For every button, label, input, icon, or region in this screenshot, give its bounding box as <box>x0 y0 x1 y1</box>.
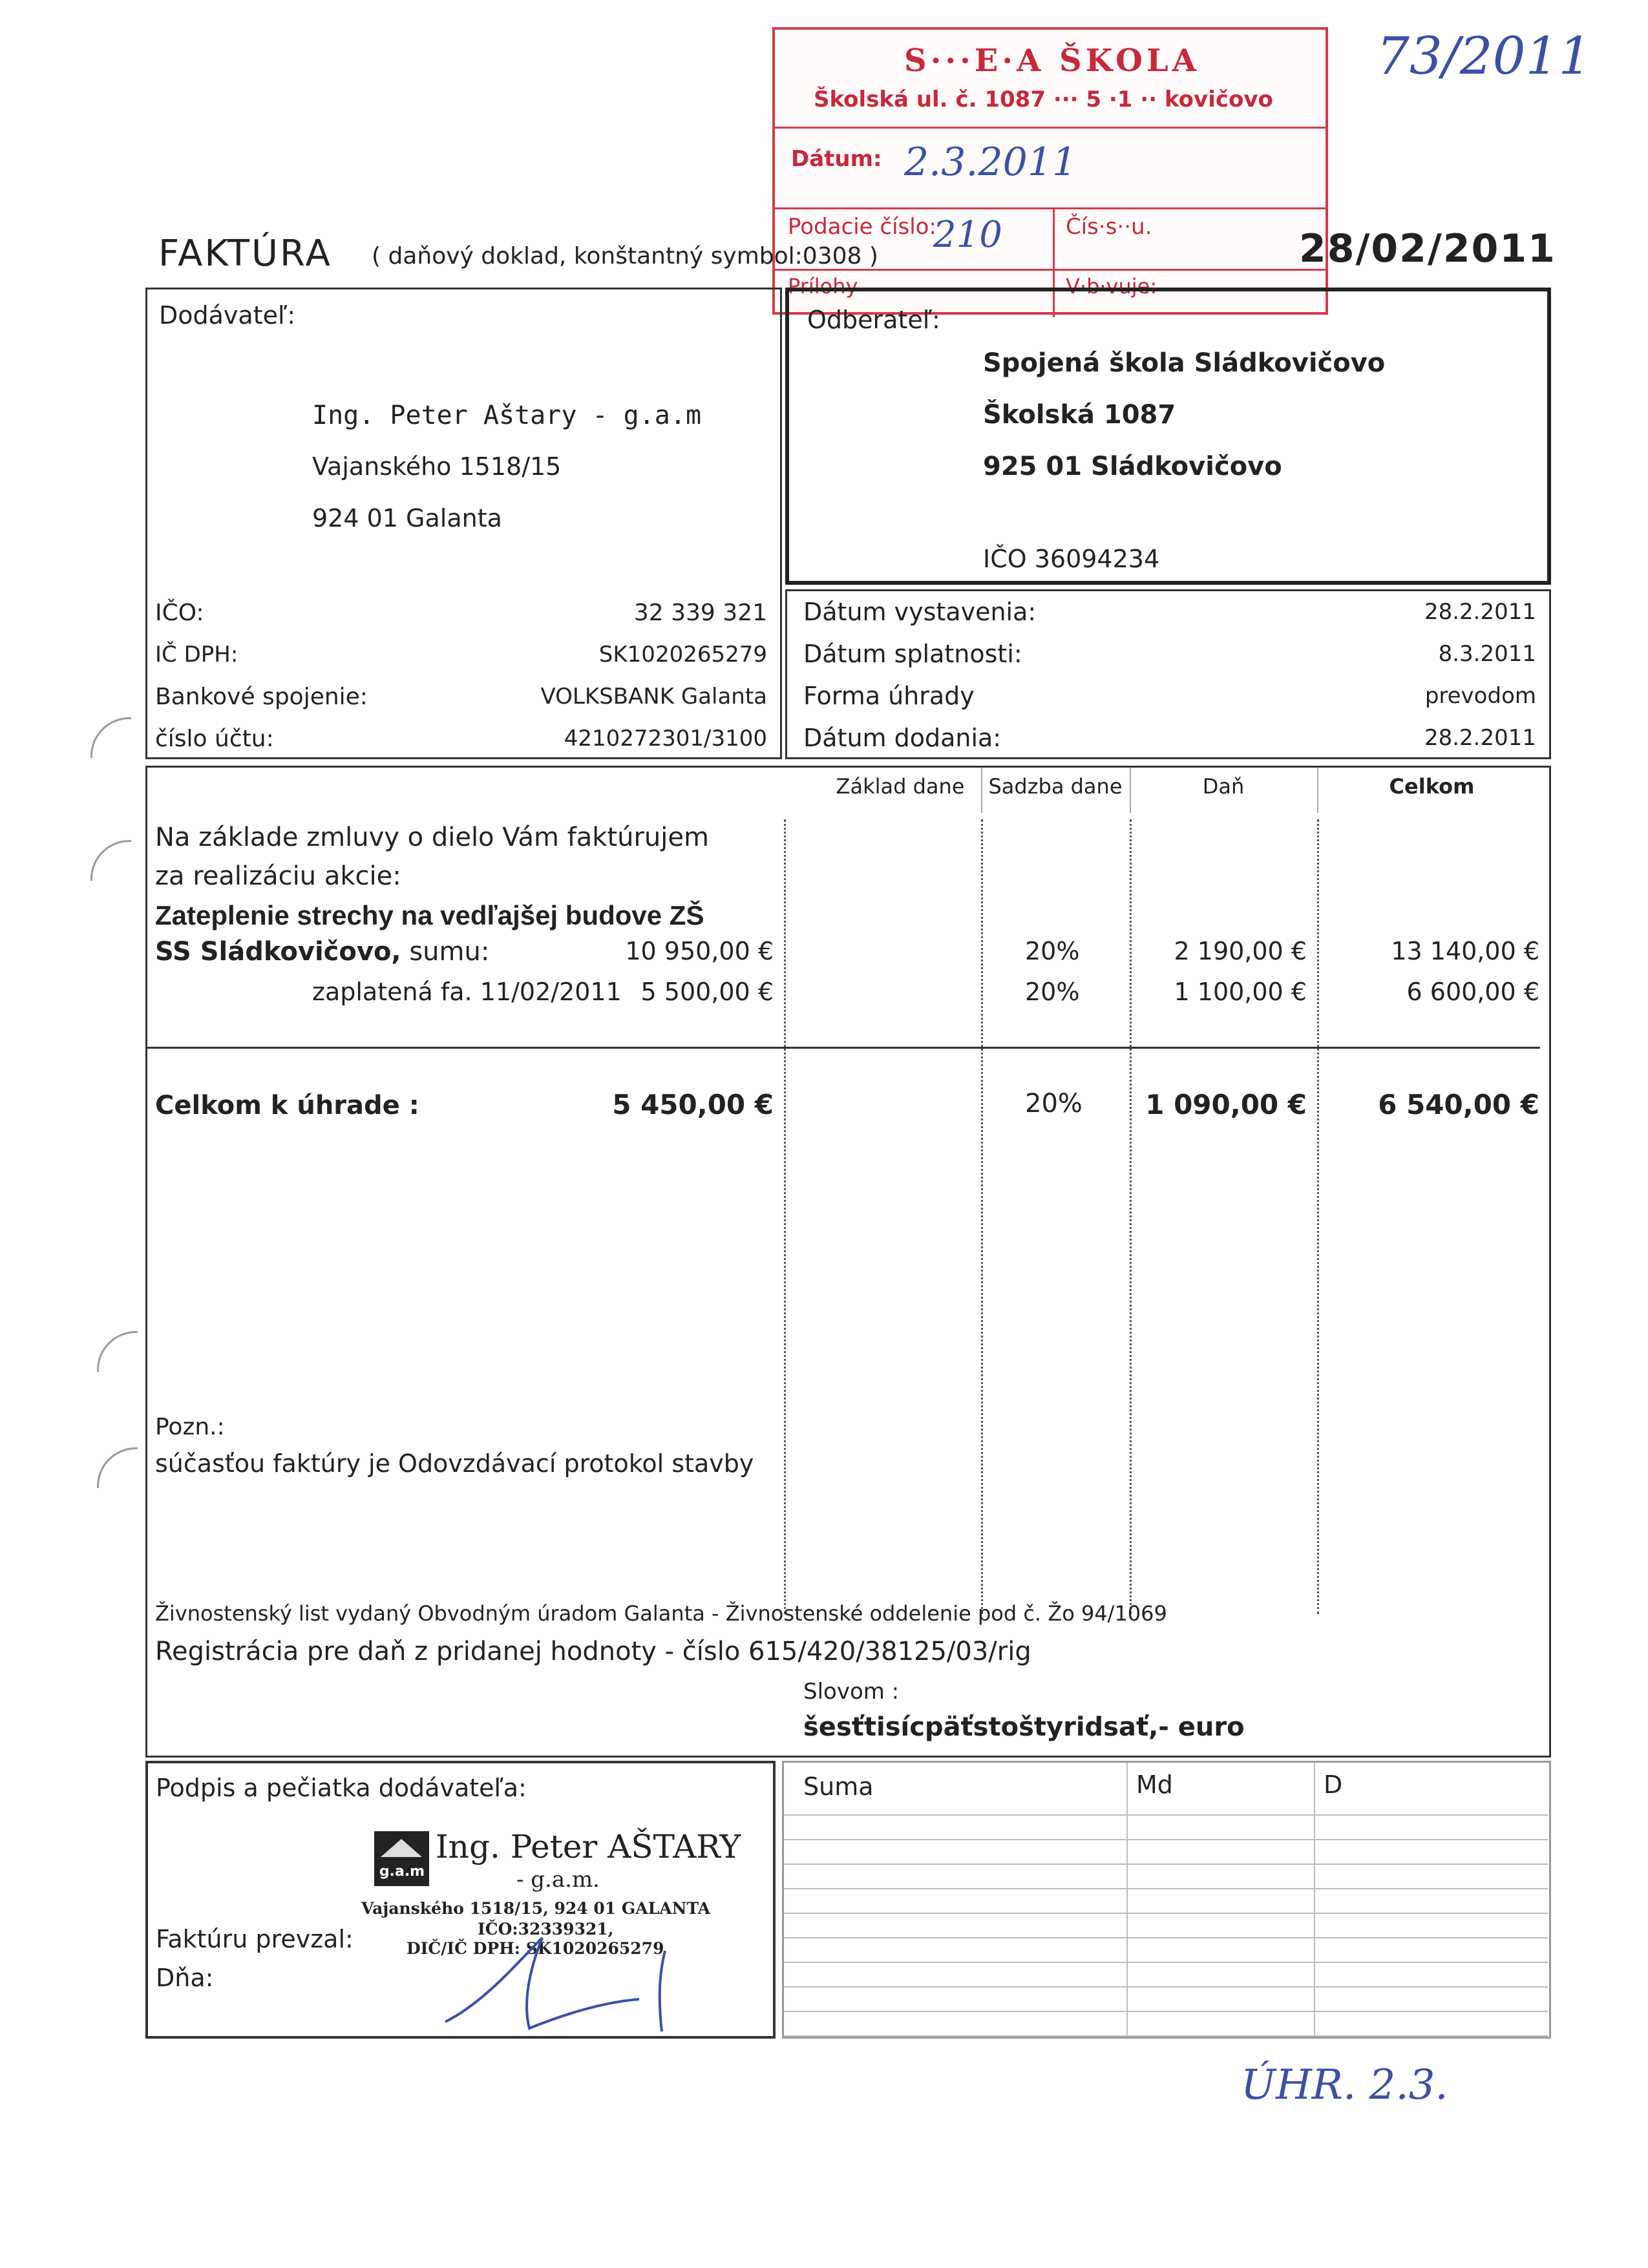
project-name-2 <box>155 937 489 967</box>
supplier-account-value: 4210272301/3100 <box>564 726 767 751</box>
supplier-bank-label: Bankové spojenie: <box>155 684 368 710</box>
supplier-vat-value: SK1020265279 <box>598 642 767 667</box>
row-total-total: 6 540,00 € <box>1378 1089 1539 1120</box>
supplier-ico-value: 32 339 321 <box>633 600 767 626</box>
customer-name: Spojená škola Sládkovičovo <box>983 348 1386 378</box>
seal-name: Ing. Peter AŠTARY <box>436 1828 741 1865</box>
delivery-date-value: 28.2.2011 <box>1424 725 1536 751</box>
supplier-box <box>145 288 782 759</box>
accounting-col-d: D <box>1324 1770 1343 1799</box>
row-sum-tax: 2 190,00 € <box>1174 937 1307 965</box>
row-paid-total: 6 600,00 € <box>1406 978 1539 1006</box>
supplier-bank-value: VOLKSBANK Galanta <box>540 684 767 709</box>
trade-license-text: Živnostenský list vydaný Obvodným úradom Galanta - Živnostenské oddelenie pod č. Žo 94/1069 <box>155 1601 1167 1626</box>
intro-text-1: Na základe zmluvy o dielo Vám faktúrujem <box>155 823 709 852</box>
customer-ico: IČO 36094234 <box>983 545 1160 573</box>
stamp-date-label: Dátum: <box>791 146 882 172</box>
signature-label: Podpis a pečiatka dodávateľa: <box>156 1774 527 1802</box>
supplier-label: Dodávateľ: <box>159 301 296 330</box>
delivery-date-label: Dátum dodania: <box>803 724 1002 752</box>
accounting-grid-line <box>784 1888 1548 1889</box>
customer-city: 925 01 Sládkovičovo <box>983 452 1282 481</box>
accounting-grid-line <box>784 1913 1548 1914</box>
accounting-grid <box>782 1761 1551 2039</box>
signature-box <box>145 1761 776 2039</box>
amount-words-label: Slovom : <box>803 1679 900 1705</box>
accounting-grid-line <box>784 1962 1548 1963</box>
due-date-label: Dátum splatnosti: <box>803 640 1022 668</box>
paid-invoice-label: zaplatená fa. 11/02/2011 <box>312 978 622 1006</box>
note-text: súčasťou faktúry je Odovzdávací protokol stavby <box>155 1449 754 1478</box>
supplier-ico-label: IČO: <box>155 600 204 626</box>
project-name-1: Zateplenie strechy na vedľajšej budove ZŠ <box>155 900 704 930</box>
sum-label: sumu: <box>409 937 490 967</box>
row-sum-base: 10 950,00 € <box>625 937 774 965</box>
stamp-address: Školská ul. č. 1087 ··· 5 ·1 ·· kovičovo <box>814 87 1273 112</box>
supplier-account-label: číslo účtu: <box>155 726 274 752</box>
customer-label: Odberateľ: <box>807 306 940 334</box>
received-by-label: Faktúru prevzal: <box>156 1925 354 1953</box>
seal-sub: - g.a.m. <box>516 1867 600 1893</box>
handwritten-ref-number: 73/2011 <box>1377 26 1592 86</box>
stamp-attachments-label: Prílohy <box>788 274 858 299</box>
seal-address: Vajanského 1518/15, 924 01 GALANTA <box>361 1899 711 1918</box>
dates-box <box>785 589 1551 759</box>
supplier-name: Ing. Peter Aštary - g.a.m <box>312 401 702 430</box>
accounting-col-md: Md <box>1136 1770 1173 1799</box>
handwritten-signature <box>432 1925 730 2041</box>
day-label: Dňa: <box>156 1964 214 1992</box>
issue-date-value: 28.2.2011 <box>1424 599 1536 625</box>
accounting-grid-line <box>784 2011 1548 2012</box>
row-paid-rate: 20% <box>1025 978 1080 1006</box>
invoice-title: FAKTÚRA <box>158 233 332 275</box>
intro-text-2: za realizáciu akcie: <box>155 861 401 891</box>
seal-logo-icon <box>374 1831 429 1886</box>
invoice-subtitle: ( daňový doklad, konštantný symbol:0308 ) <box>372 243 878 269</box>
stamp-date-value: 2.3.2011 <box>904 140 1077 185</box>
stamp-school-name: S···E·A ŠKOLA <box>904 43 1200 79</box>
stamp-filing-label: Podacie číslo: <box>788 214 936 240</box>
stamp-filing-value: 210 <box>933 214 1002 256</box>
col-header-base: Základ dane <box>836 774 965 799</box>
punch-hole-mark <box>90 840 131 881</box>
seal-ico: IČO:32339321, <box>478 1920 614 1938</box>
row-paid-base: 5 500,00 € <box>640 978 774 1006</box>
accounting-grid-line <box>784 2035 1548 2037</box>
accounting-grid-line <box>784 1937 1548 1938</box>
handwritten-payment-note: ÚHR. 2.3. <box>1241 2061 1448 2109</box>
punch-hole-mark <box>97 1331 138 1372</box>
accounting-grid-divider <box>1314 1763 1315 2035</box>
customer-box <box>785 288 1551 585</box>
seal-logo-text: g.a.m <box>379 1864 425 1880</box>
total-label: Celkom k úhrade : <box>155 1091 419 1120</box>
stamp-reg-label: Čís·s··u. <box>1066 214 1152 240</box>
supplier-street: Vajanského 1518/15 <box>312 452 562 481</box>
row-total-tax: 1 090,00 € <box>1145 1089 1307 1120</box>
supplier-city: 924 01 Galanta <box>312 504 502 532</box>
due-date-value: 8.3.2011 <box>1438 641 1536 667</box>
row-paid-tax: 1 100,00 € <box>1174 978 1307 1006</box>
issue-date-label: Dátum vystavenia: <box>803 598 1037 626</box>
items-box <box>145 766 1551 1758</box>
accounting-grid-divider <box>1126 1763 1128 2035</box>
customer-street: Školská 1087 <box>983 400 1176 430</box>
accounting-grid-line <box>784 1839 1548 1840</box>
row-sum-total: 13 140,00 € <box>1391 937 1539 965</box>
project-name-2-bold: SS Sládkovičovo, <box>155 937 401 967</box>
registry-stamp <box>772 27 1328 315</box>
accounting-grid-line <box>784 1986 1548 1988</box>
payment-form-value: prevodom <box>1424 683 1536 709</box>
col-header-total: Celkom <box>1389 774 1475 799</box>
seal-dic: DIČ/IČ DPH: SK1020265279 <box>407 1939 664 1958</box>
punch-hole-mark <box>90 717 131 758</box>
col-header-tax: Daň <box>1202 774 1245 799</box>
invoice-date: 28/02/2011 <box>1299 226 1556 271</box>
vat-registration-text: Registrácia pre daň z pridanej hodnoty - číslo 615/420/38125/03/rig <box>155 1637 1031 1666</box>
accounting-grid-line <box>784 1864 1548 1865</box>
row-sum-rate: 20% <box>1025 937 1080 965</box>
punch-hole-mark <box>97 1447 138 1488</box>
amount-words-value: šesťtisícpäťstoštyridsať,- euro <box>803 1712 1245 1742</box>
accounting-col-sum: Suma <box>803 1772 874 1801</box>
col-header-rate: Sadzba dane <box>988 774 1123 799</box>
note-label: Pozn.: <box>155 1414 225 1440</box>
accounting-grid-line <box>784 1814 1548 1816</box>
row-total-base: 5 450,00 € <box>612 1089 774 1120</box>
supplier-vat-label: IČ DPH: <box>155 642 238 667</box>
row-total-rate: 20% <box>1025 1089 1083 1118</box>
payment-form-label: Forma úhrady <box>803 682 975 710</box>
stamp-handled-label: V·b·vuje: <box>1066 274 1157 299</box>
